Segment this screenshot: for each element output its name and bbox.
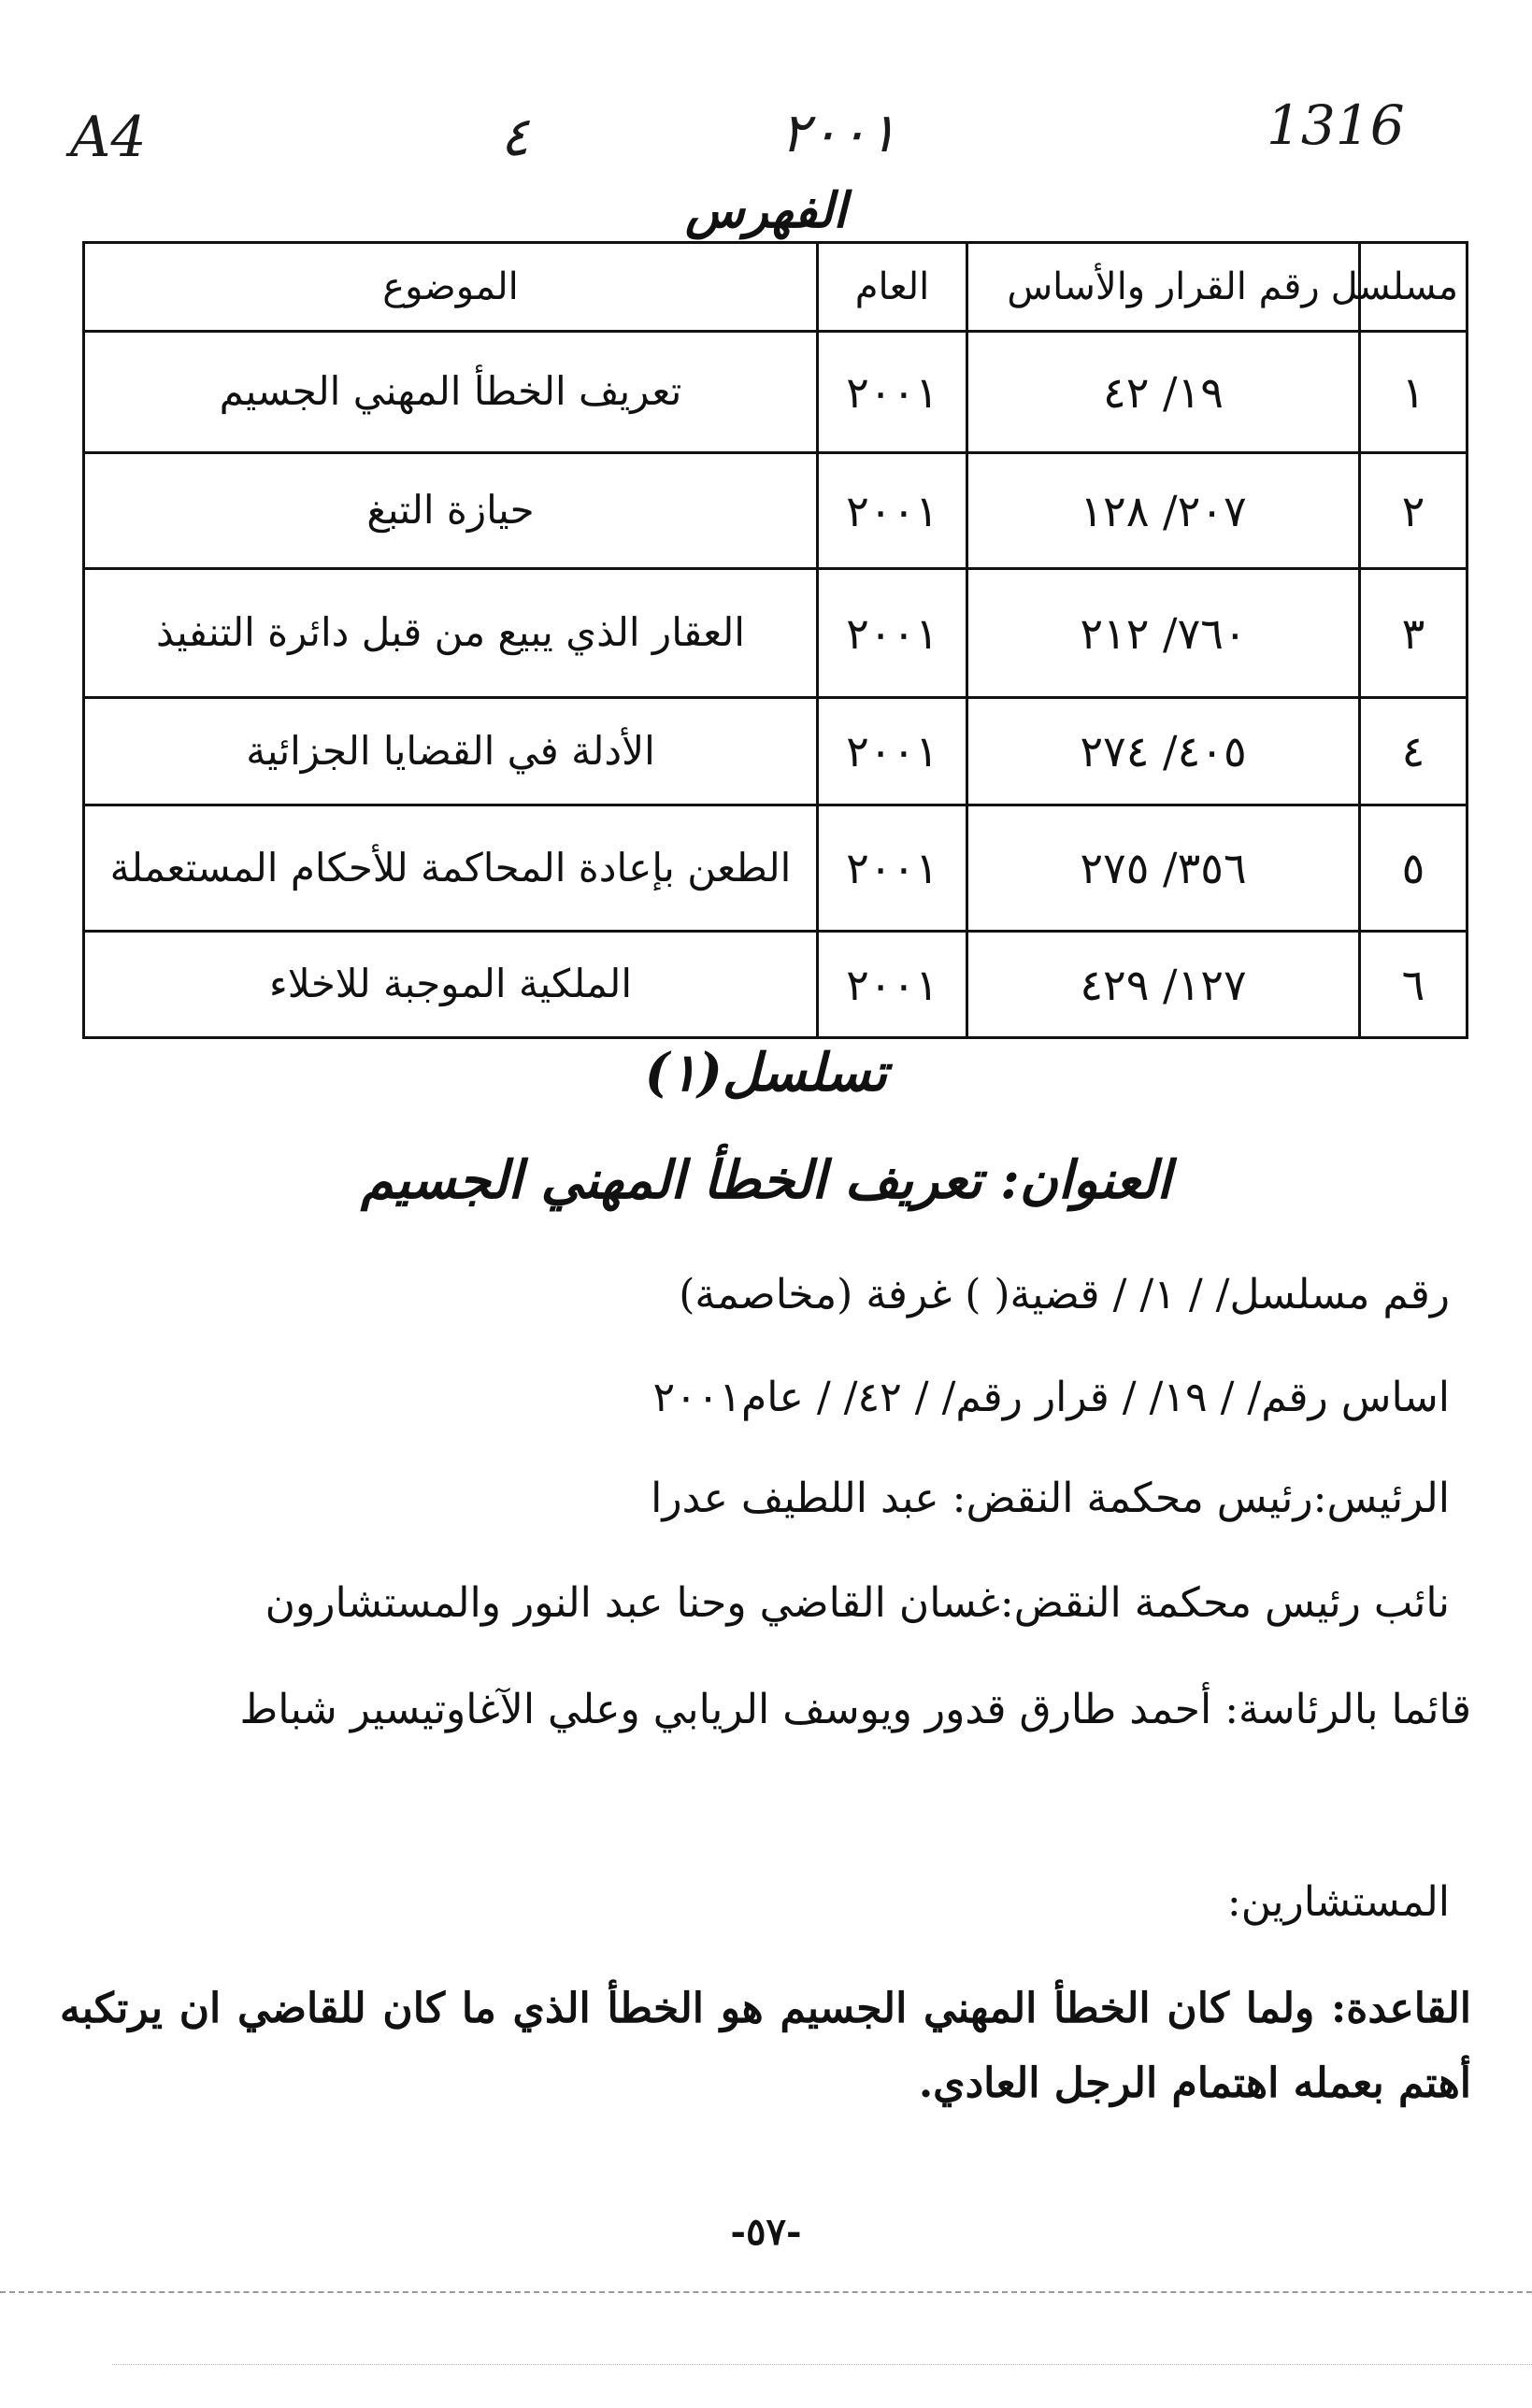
acting-presidency-line: قائما بالرئاسة: أحمد طارق قدور ويوسف الريابي وعلي الآغاوتيسير شباط xyxy=(239,1686,1471,1733)
table-row xyxy=(84,805,1468,932)
cell-year: ٢٠٠١ xyxy=(818,805,967,932)
cell-topic: تعريف الخطأ المهني الجسيم xyxy=(84,332,818,453)
table-row xyxy=(84,698,1468,805)
cell-year: ٢٠٠١ xyxy=(818,453,967,569)
table-row xyxy=(84,569,1468,698)
serial-line: رقم مسلسل/ / ١/ / قضية( ) غرفة (مخاصمة) xyxy=(679,1271,1450,1318)
header-serial: مسلسل xyxy=(1360,243,1468,332)
cell-decision: ٣٥٦/ ٢٧٥ xyxy=(967,805,1360,932)
handwritten-mark: ٤ xyxy=(500,105,530,168)
table-row xyxy=(84,332,1468,453)
cell-year: ٢٠٠١ xyxy=(818,569,967,698)
cell-decision: ٢٠٧/ ١٢٨ xyxy=(967,453,1360,569)
cell-year: ٢٠٠١ xyxy=(818,932,967,1038)
cell-decision: ١٩/ ٤٢ xyxy=(967,332,1360,453)
index-table xyxy=(82,241,1468,1039)
cell-topic: الملكية الموجبة للاخلاء xyxy=(84,932,818,1038)
cell-year: ٢٠٠١ xyxy=(818,332,967,453)
handwritten-note-left: A4 xyxy=(70,105,147,170)
basis-line: اساس رقم/ / ١٩/ / قرار رقم/ / ٤٢/ / عام٢٠٠١ xyxy=(652,1374,1450,1421)
cell-decision: ٤٠٥/ ٢٧٤ xyxy=(967,698,1360,805)
scan-artifact-line xyxy=(0,2291,1532,2293)
cell-decision: ١٢٧/ ٤٢٩ xyxy=(967,932,1360,1038)
cell-topic: العقار الذي يبيع من قبل دائرة التنفيذ xyxy=(84,569,818,698)
advisors-line: المستشارين: xyxy=(1226,1878,1450,1926)
cell-decision: ٧٦٠/ ٢١٢ xyxy=(967,569,1360,698)
cell-topic: الطعن بإعادة المحاكمة للأحكام المستعملة xyxy=(84,805,818,932)
handwritten-year: ٢٠٠١ xyxy=(780,101,897,164)
vice-president-line: نائب رئيس محكمة النقض:غسان القاضي وحنا عبد النور والمستشارون xyxy=(265,1579,1450,1627)
cell-serial: ٤ xyxy=(1360,698,1468,805)
cell-serial: ٢ xyxy=(1360,453,1468,569)
cell-serial: ٦ xyxy=(1360,932,1468,1038)
table-row xyxy=(84,932,1468,1038)
index-title: الفهرس xyxy=(685,182,847,239)
case-heading: العنوان: تعريف الخطأ المهني الجسيم xyxy=(361,1149,1171,1211)
president-line: الرئيس:رئيس محكمة النقض: عبد اللطيف عدرا xyxy=(651,1475,1450,1522)
cell-topic: الأدلة في القضايا الجزائية xyxy=(84,698,818,805)
index-header-row xyxy=(84,243,1468,332)
page-number: -٥٧- xyxy=(730,2210,802,2254)
cell-serial: ٥ xyxy=(1360,805,1468,932)
cell-year: ٢٠٠١ xyxy=(818,698,967,805)
header-topic: الموضوع xyxy=(84,243,818,332)
legal-rule: القاعدة: ولما كان الخطأ المهني الجسيم هو الخطأ الذي ما كان للقاضي ان يرتكبه أهتم بعمله اهتمام الرجل العادي. xyxy=(60,1985,1471,2107)
handwritten-code: 1316 xyxy=(1267,93,1405,157)
header-decision: رقم القرار والأساس xyxy=(967,243,1360,332)
header-year: العام xyxy=(818,243,967,332)
cell-topic: حيازة التبغ xyxy=(84,453,818,569)
scan-artifact-line xyxy=(112,2364,1532,2365)
cell-serial: ١ xyxy=(1360,332,1468,453)
cell-serial: ٣ xyxy=(1360,569,1468,698)
table-row xyxy=(84,453,1468,569)
sequence-title: تسلسل(١) xyxy=(644,1042,888,1104)
